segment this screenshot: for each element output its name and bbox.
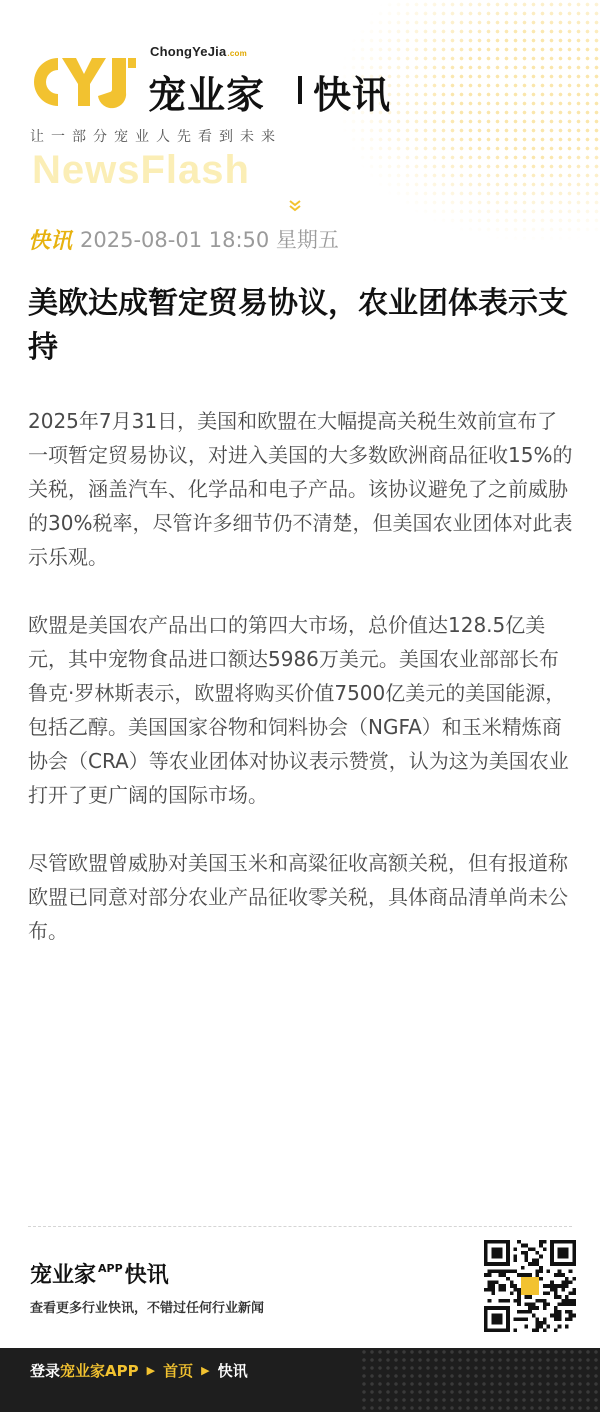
article-meta: [28, 224, 339, 254]
section-name: 快讯: [313, 73, 392, 117]
article-paragraph: 欧盟是美国农产品出口的第四大市场，总价值达128.5亿美元，其中宠物食品进口额达5986万美元。美国农业部部长布鲁克·罗林斯表示，欧盟将购买价值7500亿美元的美国能源，包括乙醇。美国国家谷物和饲料协会（NGFA）和玉米精炼商协会（CRA）等农业团体对协议表示赞赏，认为这为美国农业打开了更广阔的国际市场。: [28, 613, 569, 807]
divider: [28, 1226, 572, 1227]
app-link[interactable]: 宠业家APP: [60, 1362, 139, 1380]
app-promo-subtitle: 查看更多行业快讯，不错过任何行业新闻: [30, 1301, 265, 1316]
footer-dot-pattern: [360, 1348, 600, 1412]
footer-bar: [0, 1348, 600, 1412]
login-link[interactable]: 登录: [30, 1362, 61, 1380]
page-header: [28, 40, 588, 240]
promo-brand: 宠业家: [30, 1263, 97, 1288]
chevron-right-icon: ▶: [146, 1364, 156, 1377]
news-link[interactable]: 快讯: [217, 1362, 248, 1380]
chevron-right-icon: ▶: [201, 1364, 210, 1377]
newsflash-tag: 快讯: [28, 228, 73, 254]
slogan: 让一部分宠业人先看到未来: [30, 129, 282, 145]
footer-breadcrumb: [30, 1360, 248, 1381]
home-link[interactable]: 首页: [163, 1362, 194, 1380]
article-body: [28, 404, 574, 982]
chevron-down-icon: [288, 198, 302, 212]
brand-name: 宠业家: [148, 73, 266, 117]
qr-code-icon[interactable]: [484, 1240, 576, 1332]
brand-domain-suffix: .com: [227, 49, 247, 58]
brand-separator: [298, 76, 302, 104]
newsflash-watermark: NewsFlash: [32, 148, 250, 192]
article-paragraph: 尽管欧盟曾威胁对美国玉米和高粱征收高额关税，但有报道称欧盟已同意对部分农业产品征收零关税，具体商品清单尚未公布。: [28, 851, 568, 943]
cyj-logo-icon: [28, 54, 140, 110]
article-title: 美欧达成暂定贸易协议，农业团体表示支持: [28, 286, 568, 365]
publish-datetime: 2025-08-01 18:50 星期五: [80, 228, 339, 252]
promo-app-sup: APP: [98, 1262, 123, 1275]
brand-domain: ChongYeJia.com: [150, 44, 247, 59]
app-promo-title: [30, 1258, 169, 1289]
article-paragraph: 2025年7月31日，美国和欧盟在大幅提高关税生效前宣布了一项暂定贸易协议，对进入美国的大多数欧洲商品征收15%的关税，涵盖汽车、化学品和电子产品。该协议避免了之前威胁的30%税率，尽管许多细节仍不清楚，但美国农业团体对此表示乐观。: [28, 409, 573, 569]
promo-section: 快讯: [124, 1263, 169, 1288]
